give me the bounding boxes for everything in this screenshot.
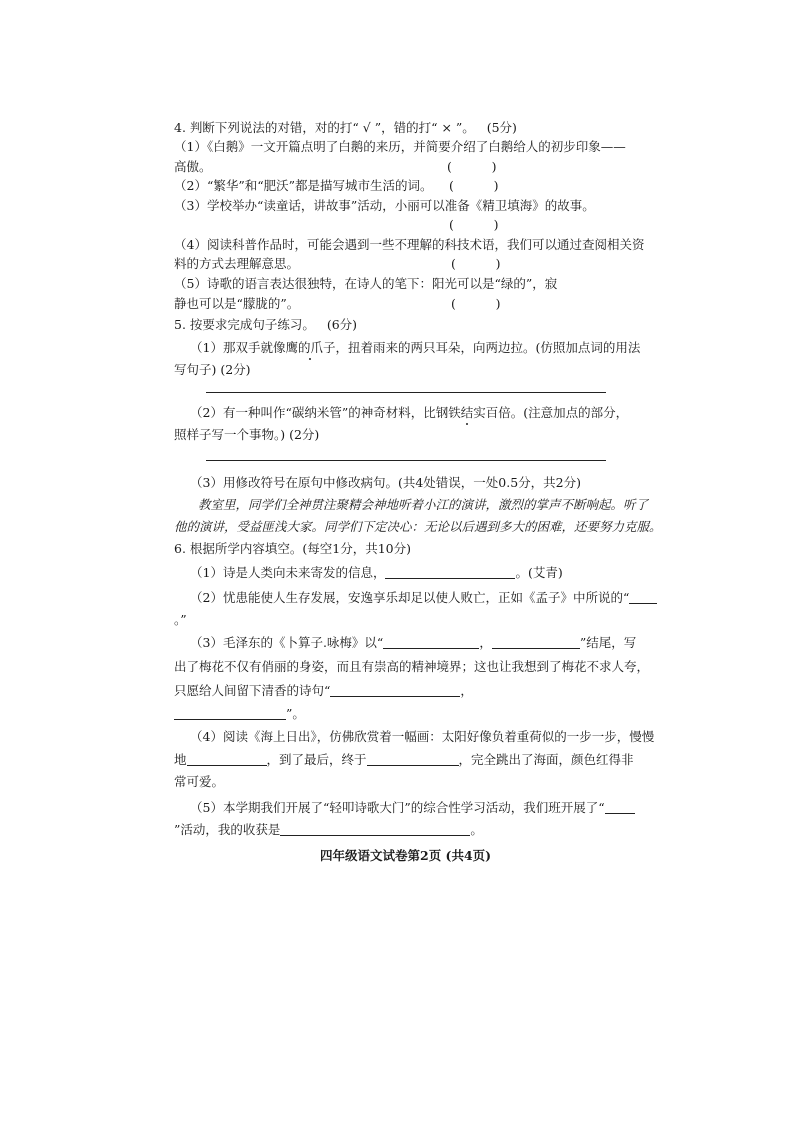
q6-fill-5-line2: ”活动，我的收获是 。 — [174, 822, 483, 837]
blank-6-5a[interactable] — [605, 801, 635, 814]
blank-6-3d[interactable] — [174, 707, 286, 720]
answer-parens-4[interactable]: ( ) — [451, 256, 501, 271]
blank-6-4b[interactable] — [367, 753, 459, 766]
blank-6-3b[interactable] — [492, 636, 580, 649]
q5-sentence-1: （1）那双手就像鹰的爪子，扭着雨来的两只耳朵，向两边拉。(仿照加点词的用法 — [190, 340, 641, 355]
q5-passage-line-1: 教室里，同学们全神贯注聚精会神地听着小江的演讲，激烈的掌声不断响起。听了 — [198, 497, 649, 512]
q6-fill-3-line3: 只愿给人间留下清香的诗句“ ， — [174, 683, 473, 698]
q5-passage-line-2: 他的演讲，受益匪浅大家。同学们下定决心：无论以后遇到多大的困难，还要努力克服。 — [174, 519, 662, 534]
blank-6-5b[interactable] — [280, 823, 470, 836]
q6-fill-4: （4）阅读《海上日出》，仿佛欣赏着一幅画：太阳好像负着重荷似的一步一步，慢慢 — [190, 729, 655, 744]
answer-line-5-2[interactable] — [206, 460, 606, 461]
dotted-phrase-1: 鹰的爪子 — [285, 340, 336, 355]
q5-sentence-3: （3）用修改符号在原句中修改病句。(共4处错误，一处0.5分，共2分) — [190, 475, 581, 490]
q5-sentence-2-cont: 照样子写一个事物。) (2分) — [174, 427, 320, 442]
q4-item-4-cont: 料的方式去理解意思。 — [174, 256, 300, 271]
answer-parens-3[interactable]: ( ) — [449, 217, 499, 232]
q5-title: 5. 按要求完成句子练习。 (6分) — [174, 317, 358, 332]
blank-6-3c[interactable] — [330, 684, 460, 697]
q4-item-1-cont: 高傲。 — [174, 159, 212, 174]
q4-item-1: （1）《白鹅》一文开篇点明了白鹅的来历，并简要介绍了白鹅给人的初步印象—— — [174, 139, 626, 154]
q6-title: 6. 根据所学内容填空。(每空1分，共10分) — [174, 541, 412, 556]
q6-fill-2-end: 。” — [174, 612, 187, 627]
q4-item-4: （4）阅读科普作品时，可能会遇到一些不理解的科技术语，我们可以通过查阅相关资 — [174, 237, 645, 252]
q6-fill-3-line4: ”。 — [174, 706, 305, 722]
q6-fill-3: （3）毛泽东的《卜算子.咏梅》以“ ， ”结尾，写 — [190, 635, 637, 650]
blank-6-2[interactable] — [629, 591, 657, 604]
q6-fill-3-line2: 出了梅花不仅有俏丽的身姿，而且有崇高的精神境界；这也让我想到了梅花不求人夸， — [174, 659, 650, 674]
answer-parens-5[interactable]: ( ) — [451, 296, 501, 311]
blank-6-4a[interactable] — [187, 753, 267, 766]
q6-fill-4-line2: 地 ，到了最后，终于 ，完全跳出了海面，颜色红得非 — [174, 752, 634, 767]
q5-sentence-2: （2）有一种叫作“碳纳米管”的神奇材料，比钢铁结实百倍。(注意加点的部分， — [190, 405, 629, 420]
q6-fill-2: （2）忧患能使人生存发展，安逸享乐却足以使人败亡，正如《孟子》中所说的“ — [190, 590, 657, 606]
q6-fill-1: （1）诗是人类向未来寄发的信息， 。(艾青) — [190, 565, 563, 580]
q6-fill-4-line3: 常可爱。 — [174, 774, 225, 789]
q4-item-3: （3）学校举办“读童话，讲故事”活动，小丽可以准备《精卫填海》的故事。 — [174, 198, 595, 213]
answer-line-5-1[interactable] — [206, 392, 606, 393]
q5-sentence-1-cont: 写句子) (2分) — [174, 362, 251, 377]
answer-parens-2[interactable]: ( ) — [449, 178, 499, 193]
blank-6-3a[interactable] — [383, 636, 479, 649]
q4-title: 4. 判断下列说法的对错，对的打“ √ ”，错的打“ × ”。 (5分) — [174, 120, 517, 135]
dotted-phrase-2: 比钢铁结实百倍 — [423, 405, 511, 420]
q6-fill-5: （5）本学期我们开展了“轻叩诗歌大门”的综合性学习活动，我们班开展了“ — [190, 800, 635, 816]
q4-item-2: （2）“繁华”和“肥沃”都是描写城市生活的词。 — [174, 178, 433, 193]
answer-parens-1[interactable]: ( ) — [447, 159, 497, 174]
page-footer: 四年级语文试卷第2页 (共4页) — [320, 848, 492, 863]
q4-item-5-cont: 静也可以是“朦胧的”。 — [174, 296, 300, 311]
blank-6-1[interactable] — [385, 566, 515, 579]
q4-item-5: （5）诗歌的语言表达很独特，在诗人的笔下：阳光可以是“绿的”，寂 — [174, 276, 558, 291]
